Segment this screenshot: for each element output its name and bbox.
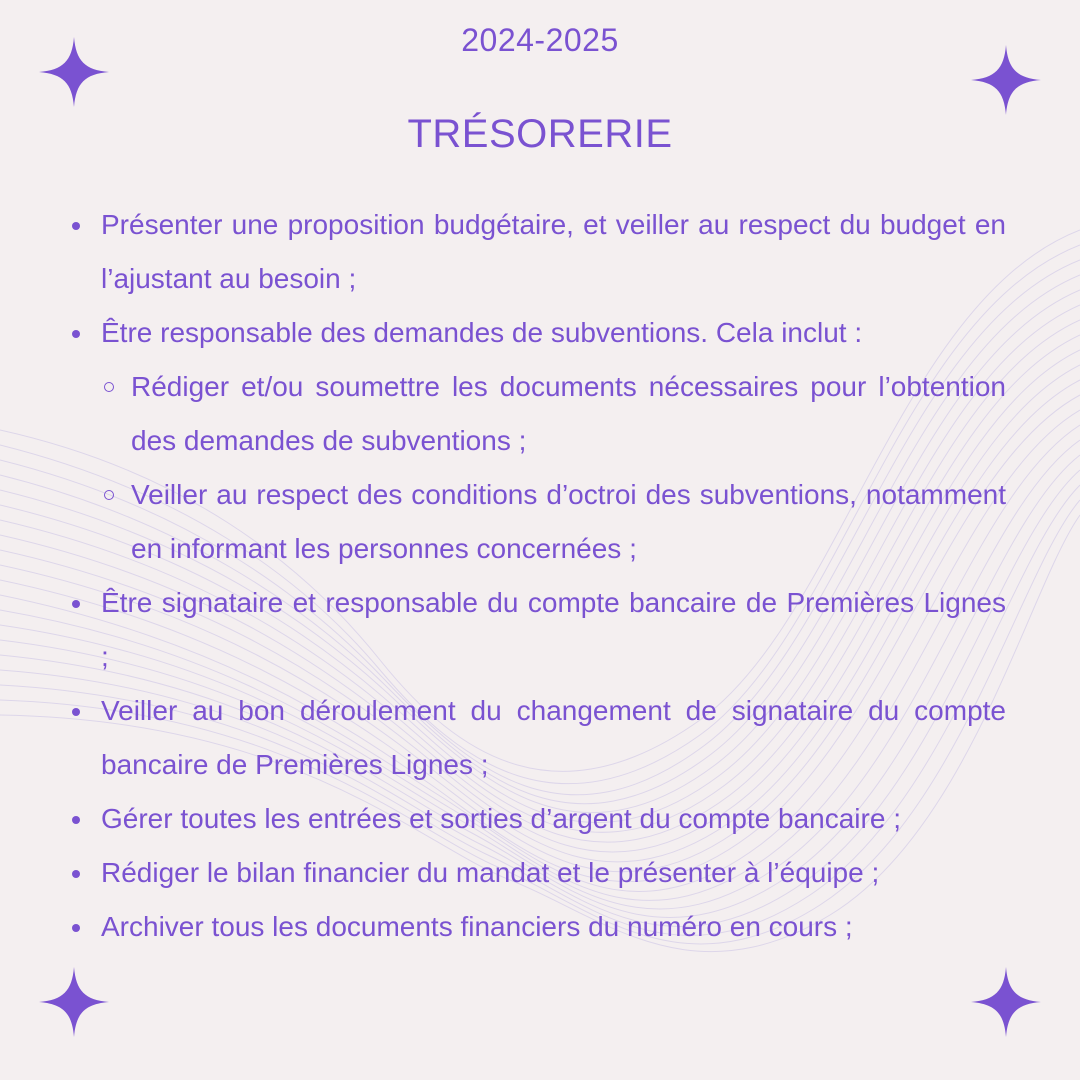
sublist-item	[70, 468, 1006, 576]
bullet-dot-icon	[72, 330, 80, 338]
bullet-circle-icon	[104, 490, 114, 500]
list-item	[70, 792, 1006, 846]
sublist-item	[70, 360, 1006, 468]
four-point-star-icon	[39, 967, 109, 1037]
list-item-text: Présenter une proposition budgétaire, et veiller au respect du budget en l’ajustant au besoin ;	[101, 209, 1006, 294]
bullet-dot-icon	[72, 924, 80, 932]
list-item	[70, 846, 1006, 900]
list-item-text: Archiver tous les documents financiers du numéro en cours ;	[101, 911, 853, 942]
bullet-dot-icon	[72, 600, 80, 608]
list-item-text: Veiller au bon déroulement du changement de signataire du compte bancaire de Premières Lignes ;	[101, 695, 1006, 780]
bullet-dot-icon	[72, 222, 80, 230]
list-item	[70, 900, 1006, 954]
sublist-item-text: Rédiger et/ou soumettre les documents nécessaires pour l’obtention des demandes de subventions ;	[131, 371, 1006, 456]
bullet-circle-icon	[104, 382, 114, 392]
page-title: TRÉSORERIE	[407, 112, 673, 156]
responsibilities-list	[70, 198, 1006, 360]
list-item-text: Être signataire et responsable du compte bancaire de Premières Lignes ;	[101, 587, 1006, 672]
responsibilities-list-continued	[70, 576, 1006, 954]
list-item	[70, 576, 1006, 684]
sublist-item-text: Veiller au respect des conditions d’octroi des subventions, notamment en informant les personnes concernées ;	[131, 479, 1006, 564]
subventions-sublist	[70, 360, 1006, 576]
responsibilities-list-container	[70, 198, 1006, 954]
bullet-dot-icon	[72, 870, 80, 878]
list-item	[70, 306, 1006, 360]
four-point-star-icon	[971, 967, 1041, 1037]
year-heading: 2024-2025	[461, 22, 619, 58]
list-item-text: Rédiger le bilan financier du mandat et le présenter à l’équipe ;	[101, 857, 880, 888]
list-item-text: Être responsable des demandes de subventions. Cela inclut :	[101, 317, 863, 348]
bullet-dot-icon	[72, 708, 80, 716]
bullet-dot-icon	[72, 816, 80, 824]
list-item	[70, 684, 1006, 792]
list-item-text: Gérer toutes les entrées et sorties d’argent du compte bancaire ;	[101, 803, 901, 834]
list-item	[70, 198, 1006, 306]
